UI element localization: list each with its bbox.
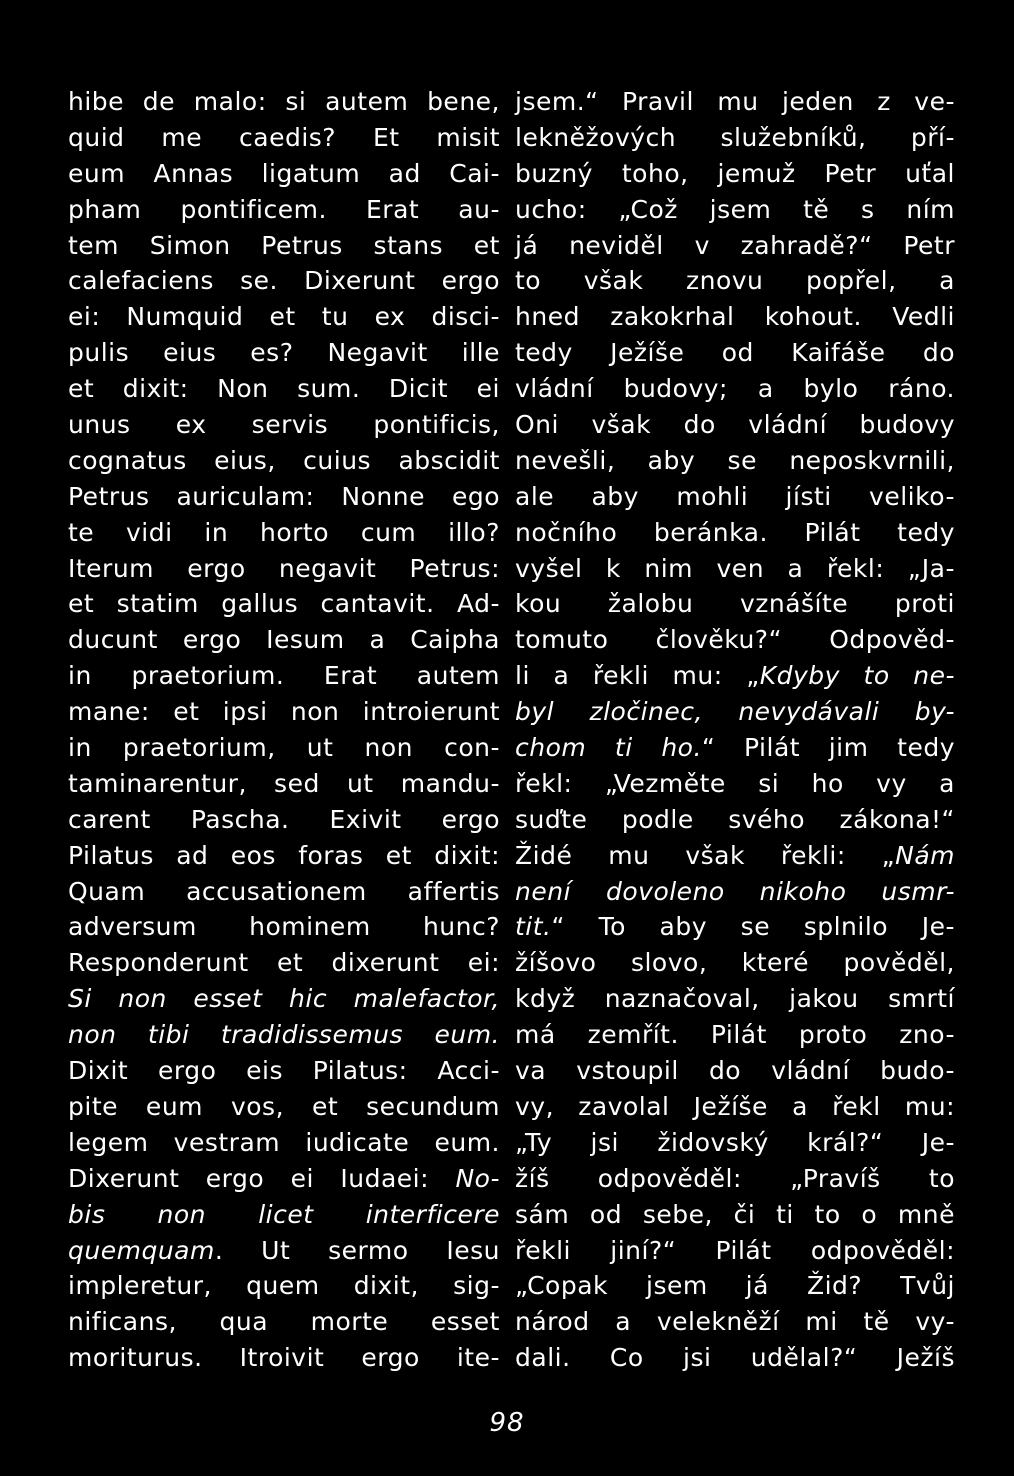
text-line xyxy=(68,1161,500,1197)
text-line xyxy=(515,1233,955,1269)
text-segment: li a řekli mu: „ xyxy=(515,661,760,691)
italic-text-segment: byl zločinec, nevydávali by- xyxy=(515,697,955,727)
text-line xyxy=(68,371,500,407)
text-line xyxy=(515,694,955,730)
text-line xyxy=(515,874,955,910)
text-line xyxy=(515,909,955,945)
text-line xyxy=(68,299,500,335)
text-line xyxy=(515,156,955,192)
text-segment: taminarentur, sed ut mandu- xyxy=(68,768,500,798)
text-segment: et statim gallus cantavit. Ad- xyxy=(68,589,500,619)
page-number: 98 xyxy=(489,1408,525,1438)
text-segment: legem vestram iudicate eum. xyxy=(68,1127,500,1157)
text-segment: „Copak jsem já Žid? Tvůj xyxy=(515,1271,955,1301)
text-line xyxy=(68,658,500,694)
text-line xyxy=(515,1304,955,1340)
text-line xyxy=(68,335,500,371)
text-segment: ale aby mohli jísti veliko- xyxy=(515,481,955,511)
italic-text-segment: tit. xyxy=(515,912,552,942)
text-line xyxy=(68,586,500,622)
czech-text-column xyxy=(515,84,955,1376)
text-segment: in praetorium. Erat autem xyxy=(68,661,500,691)
text-line xyxy=(68,228,500,264)
text-segment: Pilatus ad eos foras et dixit: xyxy=(68,840,500,870)
text-segment: hibe de malo: si autem bene, xyxy=(68,87,500,116)
italic-text-segment: quemquam xyxy=(68,1235,215,1265)
text-line xyxy=(515,802,955,838)
text-segment: má zemřít. Pilát proto zno- xyxy=(515,1020,955,1050)
text-line xyxy=(68,84,500,120)
text-line xyxy=(68,1053,500,1089)
text-line xyxy=(515,1017,955,1053)
text-line xyxy=(515,407,955,443)
text-segment: unus ex servis pontificis, xyxy=(68,410,500,440)
text-line xyxy=(68,443,500,479)
text-segment: nificans, qua morte esset xyxy=(68,1307,500,1337)
text-line xyxy=(515,551,955,587)
text-segment: tomuto člověku?“ Odpověd- xyxy=(515,625,955,655)
text-segment: Petrus auriculam: Nonne ego xyxy=(68,481,500,511)
text-segment: mane: et ipsi non introierunt xyxy=(68,697,500,727)
text-line xyxy=(515,1340,955,1376)
text-segment: “ To aby se splnilo Je- xyxy=(551,912,955,942)
text-segment: impleretur, quem dixit, sig- xyxy=(68,1271,500,1301)
text-line xyxy=(515,479,955,515)
text-line xyxy=(68,622,500,658)
text-segment: Dixerunt ergo ei Iudaei: xyxy=(68,1163,456,1193)
text-line xyxy=(68,479,500,515)
text-line xyxy=(68,1125,500,1161)
text-line xyxy=(515,658,955,694)
text-line xyxy=(68,1340,500,1376)
text-line xyxy=(515,838,955,874)
text-line xyxy=(68,120,500,156)
text-segment: národ a velekněží mi tě vy- xyxy=(515,1307,955,1337)
text-line xyxy=(515,1268,955,1304)
text-segment: žíš odpověděl: „Pravíš to xyxy=(515,1163,955,1193)
text-segment: nevešli, aby se neposkvrnili, xyxy=(515,445,955,475)
text-segment: moriturus. Itroivit ergo ite- xyxy=(68,1343,500,1373)
text-line xyxy=(68,694,500,730)
text-line xyxy=(515,84,955,120)
text-line xyxy=(68,192,500,228)
text-line xyxy=(68,263,500,299)
text-line xyxy=(515,1125,955,1161)
text-segment: když naznačoval, jakou smrtí xyxy=(515,984,955,1014)
text-line xyxy=(515,1089,955,1125)
text-segment: „Ty jsi židovský král?“ Je- xyxy=(515,1127,955,1157)
text-segment: lekněžových služebníků, pří- xyxy=(515,122,955,152)
text-line xyxy=(68,1233,500,1269)
text-line xyxy=(515,228,955,264)
latin-text-column xyxy=(68,84,500,1376)
text-segment: et dixit: Non sum. Dicit ei xyxy=(68,374,500,404)
text-line xyxy=(68,551,500,587)
text-line xyxy=(515,299,955,335)
text-line xyxy=(515,622,955,658)
text-line xyxy=(515,586,955,622)
text-segment: ducunt ergo Iesum a Caipha xyxy=(68,625,500,655)
text-segment: kou žalobu vznášíte proti xyxy=(515,589,955,619)
text-segment: adversum hominem hunc? xyxy=(68,912,500,942)
italic-text-segment: není dovoleno nikoho usmr- xyxy=(515,876,955,906)
text-line xyxy=(68,1017,500,1053)
text-line xyxy=(515,1197,955,1233)
text-segment: tedy Ježíše od Kaifáše do xyxy=(515,338,955,368)
text-segment: “ Pilát jim tedy xyxy=(701,733,955,763)
text-segment: to však znovu popřel, a xyxy=(515,266,955,296)
text-segment: cognatus eius, cuius abscidit xyxy=(68,445,500,475)
text-line xyxy=(515,515,955,551)
text-line xyxy=(68,981,500,1017)
italic-text-segment: bis non licet interficere xyxy=(68,1199,500,1229)
text-line xyxy=(68,838,500,874)
text-segment: Iterum ergo negavit Petrus: xyxy=(68,553,500,583)
italic-text-segment: non tibi tradidissemus eum. xyxy=(68,1020,500,1050)
text-segment: calefaciens se. Dixerunt ergo xyxy=(68,266,500,296)
text-segment: vládní budovy; a bylo ráno. xyxy=(515,374,955,404)
text-segment: suďte podle svého zákona!“ xyxy=(515,804,955,834)
text-line xyxy=(515,1161,955,1197)
text-segment: vyšel k nim ven a řekl: „Ja- xyxy=(515,553,955,583)
text-segment: dali. Co jsi udělal?“ Ježíš xyxy=(515,1343,955,1373)
text-line xyxy=(515,120,955,156)
text-segment: Dixit ergo eis Pilatus: Acci- xyxy=(68,1056,500,1086)
text-line xyxy=(68,802,500,838)
text-segment: in praetorium, ut non con- xyxy=(68,733,500,763)
text-line xyxy=(68,909,500,945)
text-line xyxy=(515,192,955,228)
text-segment: sám od sebe, či ti to o mně xyxy=(515,1199,955,1229)
text-segment: carent Pascha. Exivit ergo xyxy=(68,804,500,834)
text-segment: Responderunt et dixerunt ei: xyxy=(68,948,500,978)
text-line xyxy=(68,156,500,192)
text-segment: va vstoupil do vládní budo- xyxy=(515,1056,955,1086)
text-segment: nočního beránka. Pilát tedy xyxy=(515,517,955,547)
text-line xyxy=(68,874,500,910)
text-segment: řekl: „Vezměte si ho vy a xyxy=(515,768,955,798)
text-line xyxy=(515,730,955,766)
text-line xyxy=(515,945,955,981)
text-segment: eum Annas ligatum ad Cai- xyxy=(68,158,500,188)
text-line xyxy=(68,515,500,551)
text-line xyxy=(515,1053,955,1089)
text-segment: řekli jiní?“ Pilát odpověděl: xyxy=(515,1235,955,1265)
text-segment: . Ut sermo Iesu xyxy=(214,1235,500,1265)
text-segment: pite eum vos, et secundum xyxy=(68,1091,500,1121)
text-segment: te vidi in horto cum illo? xyxy=(68,517,500,547)
text-line xyxy=(515,981,955,1017)
text-line xyxy=(515,335,955,371)
text-segment: vy, zavolal Ježíše a řekl mu: xyxy=(515,1091,955,1121)
text-segment: jsem.“ Pravil mu jeden z ve- xyxy=(515,87,955,116)
text-segment: hned zakokrhal kohout. Vedli xyxy=(515,302,955,332)
text-segment: Židé mu však řekli: „ xyxy=(515,840,896,870)
text-line xyxy=(68,1304,500,1340)
text-segment: žíšovo slovo, které pověděl, xyxy=(515,948,955,978)
text-line xyxy=(68,1089,500,1125)
text-line xyxy=(68,766,500,802)
italic-text-segment: chom ti ho. xyxy=(515,733,702,763)
italic-text-segment: Nám xyxy=(895,840,955,870)
italic-text-segment: Kdyby to ne- xyxy=(759,661,955,691)
text-segment: buzný toho, jemuž Petr uťal xyxy=(515,158,955,188)
text-segment: tem Simon Petrus stans et xyxy=(68,230,500,260)
text-line xyxy=(68,407,500,443)
text-line xyxy=(68,945,500,981)
text-line xyxy=(515,263,955,299)
text-segment: Quam accusationem affertis xyxy=(68,876,500,906)
text-segment: pulis eius es? Negavit ille xyxy=(68,338,500,368)
text-segment: Oni však do vládní budovy xyxy=(515,410,955,440)
italic-text-segment: Si non esset hic malefactor, xyxy=(68,984,500,1014)
text-segment: pham pontificem. Erat au- xyxy=(68,194,500,224)
text-line xyxy=(515,766,955,802)
text-line xyxy=(515,371,955,407)
italic-text-segment: No- xyxy=(455,1163,500,1193)
text-segment: já neviděl v zahradě?“ Petr xyxy=(515,230,955,260)
text-segment: quid me caedis? Et misit xyxy=(68,122,500,152)
text-line xyxy=(68,1197,500,1233)
text-line xyxy=(515,443,955,479)
text-segment: ucho: „Což jsem tě s ním xyxy=(515,194,955,224)
text-line xyxy=(68,730,500,766)
text-line xyxy=(68,1268,500,1304)
text-segment: ei: Numquid et tu ex disci- xyxy=(68,302,500,332)
